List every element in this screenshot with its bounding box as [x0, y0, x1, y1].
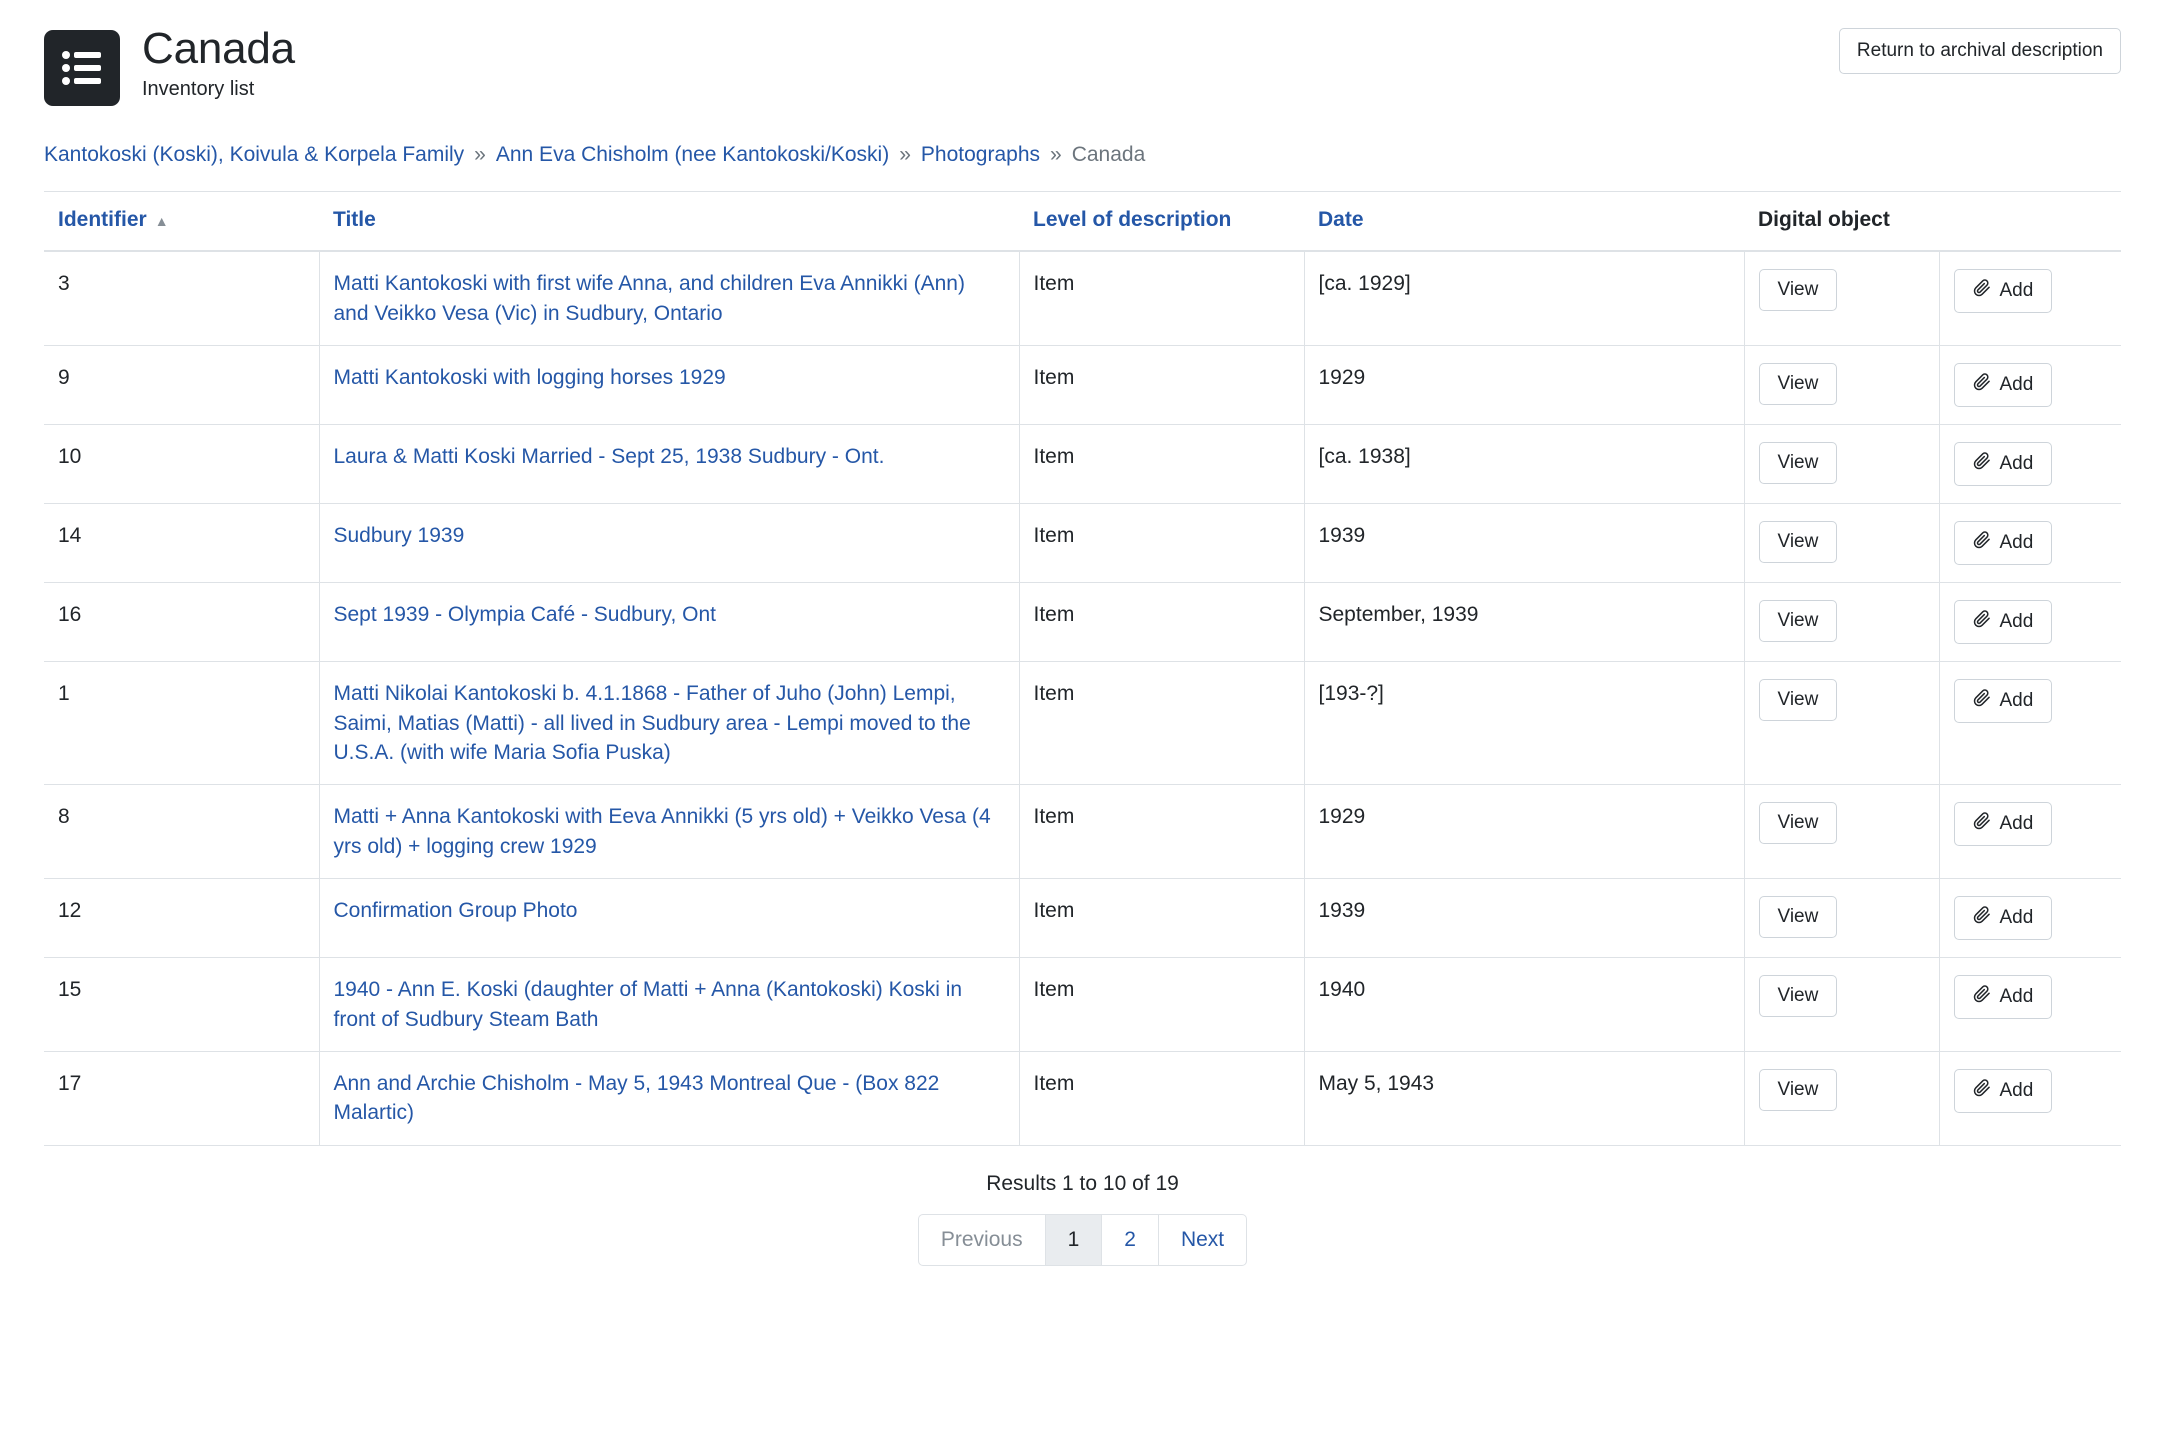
cell-digital-object — [1744, 1051, 1939, 1145]
cell-identifier: 1 — [44, 662, 319, 785]
pagination-previous[interactable]: Previous — [918, 1214, 1045, 1266]
inventory-table — [44, 191, 2121, 1145]
view-button[interactable]: View — [1759, 679, 1838, 721]
cell-actions — [1939, 346, 2121, 425]
pagination-page-1[interactable]: 1 — [1045, 1214, 1102, 1266]
cell-digital-object — [1744, 504, 1939, 583]
view-button[interactable]: View — [1759, 802, 1838, 844]
cell-identifier: 8 — [44, 785, 319, 879]
cell-level-of-description: Item — [1019, 425, 1304, 504]
cell-digital-object — [1744, 346, 1939, 425]
title-text — [142, 26, 295, 101]
add-digital-object-button[interactable] — [1954, 269, 2053, 313]
cell-actions — [1939, 504, 2121, 583]
paperclip-icon — [1973, 906, 1991, 930]
add-button-label: Add — [1999, 813, 2034, 835]
add-digital-object-button[interactable] — [1954, 363, 2053, 407]
add-digital-object-button[interactable] — [1954, 975, 2053, 1019]
cell-title — [319, 1051, 1019, 1145]
cell-actions — [1939, 785, 2121, 879]
record-title-link[interactable]: Confirmation Group Photo — [333, 899, 578, 923]
paperclip-icon — [1973, 531, 1991, 555]
cell-level-of-description: Item — [1019, 1051, 1304, 1145]
paperclip-icon — [1973, 610, 1991, 634]
cell-title — [319, 958, 1019, 1052]
cell-level-of-description: Item — [1019, 583, 1304, 662]
record-title-link[interactable]: 1940 - Ann E. Koski (daughter of Matti + Anna (Kantokoski) Koski in front of Sudbury Steam Bath — [333, 978, 963, 1031]
cell-title — [319, 662, 1019, 785]
view-button[interactable]: View — [1759, 1069, 1838, 1111]
column-header-actions — [1939, 192, 2121, 252]
table-row — [44, 785, 2121, 879]
cell-identifier: 12 — [44, 879, 319, 958]
record-title-link[interactable]: Matti Kantokoski with logging horses 1929 — [333, 366, 726, 390]
cell-actions — [1939, 1051, 2121, 1145]
breadcrumb-item-2[interactable]: Ann Eva Chisholm (nee Kantokoski/Koski) — [495, 143, 890, 166]
paperclip-icon — [1973, 689, 1991, 713]
add-button-label: Add — [1999, 907, 2034, 929]
table-row — [44, 251, 2121, 345]
breadcrumb-separator: » — [474, 143, 486, 166]
cell-date: [ca. 1938] — [1304, 425, 1744, 504]
paperclip-icon — [1973, 1079, 1991, 1103]
page-subtitle: Inventory list — [142, 78, 255, 101]
add-digital-object-button[interactable] — [1954, 896, 2053, 940]
add-digital-object-button[interactable] — [1954, 802, 2053, 846]
add-button-label: Add — [1999, 1079, 2034, 1101]
cell-digital-object — [1744, 583, 1939, 662]
add-digital-object-button[interactable] — [1954, 600, 2053, 644]
cell-digital-object — [1744, 425, 1939, 504]
add-digital-object-button[interactable] — [1954, 521, 2053, 565]
cell-digital-object — [1744, 879, 1939, 958]
cell-digital-object — [1744, 251, 1939, 345]
cell-title — [319, 425, 1019, 504]
breadcrumb-separator: » — [899, 143, 911, 166]
view-button[interactable]: View — [1759, 975, 1838, 1017]
cell-title — [319, 251, 1019, 345]
cell-actions — [1939, 958, 2121, 1052]
breadcrumb-item-1[interactable]: Kantokoski (Koski), Koivula & Korpela Family — [44, 143, 465, 166]
paperclip-icon — [1973, 985, 1991, 1009]
table-body — [44, 251, 2121, 1145]
page-header — [44, 26, 2121, 106]
page-title: Canada — [142, 24, 295, 73]
paperclip-icon — [1973, 373, 1991, 397]
breadcrumb-item-current: Canada — [1071, 143, 1146, 166]
add-button-label: Add — [1999, 453, 2034, 475]
table-row — [44, 504, 2121, 583]
cell-level-of-description: Item — [1019, 662, 1304, 785]
paperclip-icon — [1973, 812, 1991, 836]
view-button[interactable]: View — [1759, 600, 1838, 642]
results-count: Results 1 to 10 of 19 — [986, 1171, 1179, 1195]
cell-actions — [1939, 251, 2121, 345]
cell-digital-object — [1744, 785, 1939, 879]
cell-identifier: 9 — [44, 346, 319, 425]
cell-level-of-description: Item — [1019, 346, 1304, 425]
cell-date: [193-?] — [1304, 662, 1744, 785]
record-title-link[interactable]: Laura & Matti Koski Married - Sept 25, 1938 Sudbury - Ont. — [333, 445, 885, 469]
column-header-level-of-description[interactable]: Level of description — [1019, 192, 1304, 252]
cell-level-of-description: Item — [1019, 785, 1304, 879]
pagination-page-2[interactable]: 2 — [1101, 1214, 1158, 1266]
table-header — [44, 192, 2121, 252]
cell-date: [ca. 1929] — [1304, 251, 1744, 345]
record-title-link[interactable]: Ann and Archie Chisholm - May 5, 1943 Montreal Que - (Box 822 Malartic) — [333, 1071, 940, 1125]
record-title-link[interactable]: Matti Kantokoski with first wife Anna, and children Eva Annikki (Ann) and Veikko Vesa (Vic) in Sudbury, Ontario — [333, 272, 965, 325]
cell-identifier: 17 — [44, 1051, 319, 1145]
column-header-title[interactable]: Title — [319, 192, 1019, 252]
add-button-label: Add — [1999, 611, 2034, 633]
cell-level-of-description: Item — [1019, 879, 1304, 958]
cell-date: 1939 — [1304, 879, 1744, 958]
add-digital-object-button[interactable] — [1954, 1069, 2053, 1113]
cell-date: 1940 — [1304, 958, 1744, 1052]
record-title-link[interactable]: Matti + Anna Kantokoski with Eeva Annikki (5 yrs old) + Veikko Vesa (4 yrs old) + logging crew 1929 — [333, 805, 991, 858]
cell-date: May 5, 1943 — [1304, 1051, 1744, 1145]
add-button-label: Add — [1999, 986, 2034, 1008]
cell-level-of-description: Item — [1019, 958, 1304, 1052]
view-button[interactable]: View — [1759, 442, 1838, 484]
cell-identifier: 3 — [44, 251, 319, 345]
view-button[interactable]: View — [1759, 896, 1838, 938]
table-row — [44, 879, 2121, 958]
cell-title — [319, 583, 1019, 662]
title-block — [44, 26, 295, 106]
add-button-label: Add — [1999, 690, 2034, 712]
breadcrumb — [44, 140, 2121, 169]
add-button-label: Add — [1999, 280, 2034, 302]
table-row — [44, 425, 2121, 504]
table-row — [44, 346, 2121, 425]
cell-identifier: 15 — [44, 958, 319, 1052]
sort-asc-icon: ▲ — [154, 212, 169, 229]
column-header-identifier[interactable] — [44, 192, 319, 252]
column-header-date[interactable]: Date — [1304, 192, 1744, 252]
cell-title — [319, 504, 1019, 583]
cell-title — [319, 785, 1019, 879]
add-digital-object-button[interactable] — [1954, 442, 2053, 486]
cell-level-of-description: Item — [1019, 504, 1304, 583]
record-title-link[interactable]: Sudbury 1939 — [333, 524, 465, 548]
breadcrumb-item-3[interactable]: Photographs — [920, 143, 1040, 166]
cell-date: 1929 — [1304, 346, 1744, 425]
record-title-link[interactable]: Sept 1939 - Olympia Café - Sudbury, Ont — [333, 603, 716, 627]
column-header-digital-object: Digital object — [1744, 192, 1939, 252]
view-button[interactable]: View — [1759, 269, 1838, 311]
cell-identifier: 16 — [44, 583, 319, 662]
cell-date: 1929 — [1304, 785, 1744, 879]
table-row — [44, 583, 2121, 662]
cell-digital-object — [1744, 662, 1939, 785]
cell-level-of-description: Item — [1019, 251, 1304, 345]
view-button[interactable]: View — [1759, 363, 1838, 405]
table-row — [44, 662, 2121, 785]
cell-date: 1939 — [1304, 504, 1744, 583]
paperclip-icon — [1973, 279, 1991, 303]
table-row — [44, 958, 2121, 1052]
cell-actions — [1939, 879, 2121, 958]
view-button[interactable]: View — [1759, 521, 1838, 563]
add-digital-object-button[interactable] — [1954, 679, 2053, 723]
pagination — [44, 1214, 2121, 1266]
return-to-archival-description-button[interactable]: Return to archival description — [1839, 28, 2121, 74]
cell-title — [319, 346, 1019, 425]
add-button-label: Add — [1999, 374, 2034, 396]
cell-actions — [1939, 425, 2121, 504]
column-header-identifier-label: Identifier — [58, 208, 147, 232]
cell-actions — [1939, 583, 2121, 662]
cell-date: September, 1939 — [1304, 583, 1744, 662]
list-icon — [44, 30, 120, 106]
paperclip-icon — [1973, 452, 1991, 476]
cell-digital-object — [1744, 958, 1939, 1052]
pagination-next[interactable]: Next — [1158, 1214, 1247, 1266]
record-title-link[interactable]: Matti Nikolai Kantokoski b. 4.1.1868 - Father of Juho (John) Lempi, Saimi, Matias (Matti) - all lived in Sudbury area - Lempi moved to the U.S.A. (with wife Maria Sofia Puska) — [333, 682, 971, 764]
cell-identifier: 10 — [44, 425, 319, 504]
cell-title — [319, 879, 1019, 958]
cell-actions — [1939, 662, 2121, 785]
breadcrumb-separator: » — [1050, 143, 1062, 166]
table-row — [44, 1051, 2121, 1145]
cell-identifier: 14 — [44, 504, 319, 583]
add-button-label: Add — [1999, 532, 2034, 554]
table-header-row — [44, 192, 2121, 252]
